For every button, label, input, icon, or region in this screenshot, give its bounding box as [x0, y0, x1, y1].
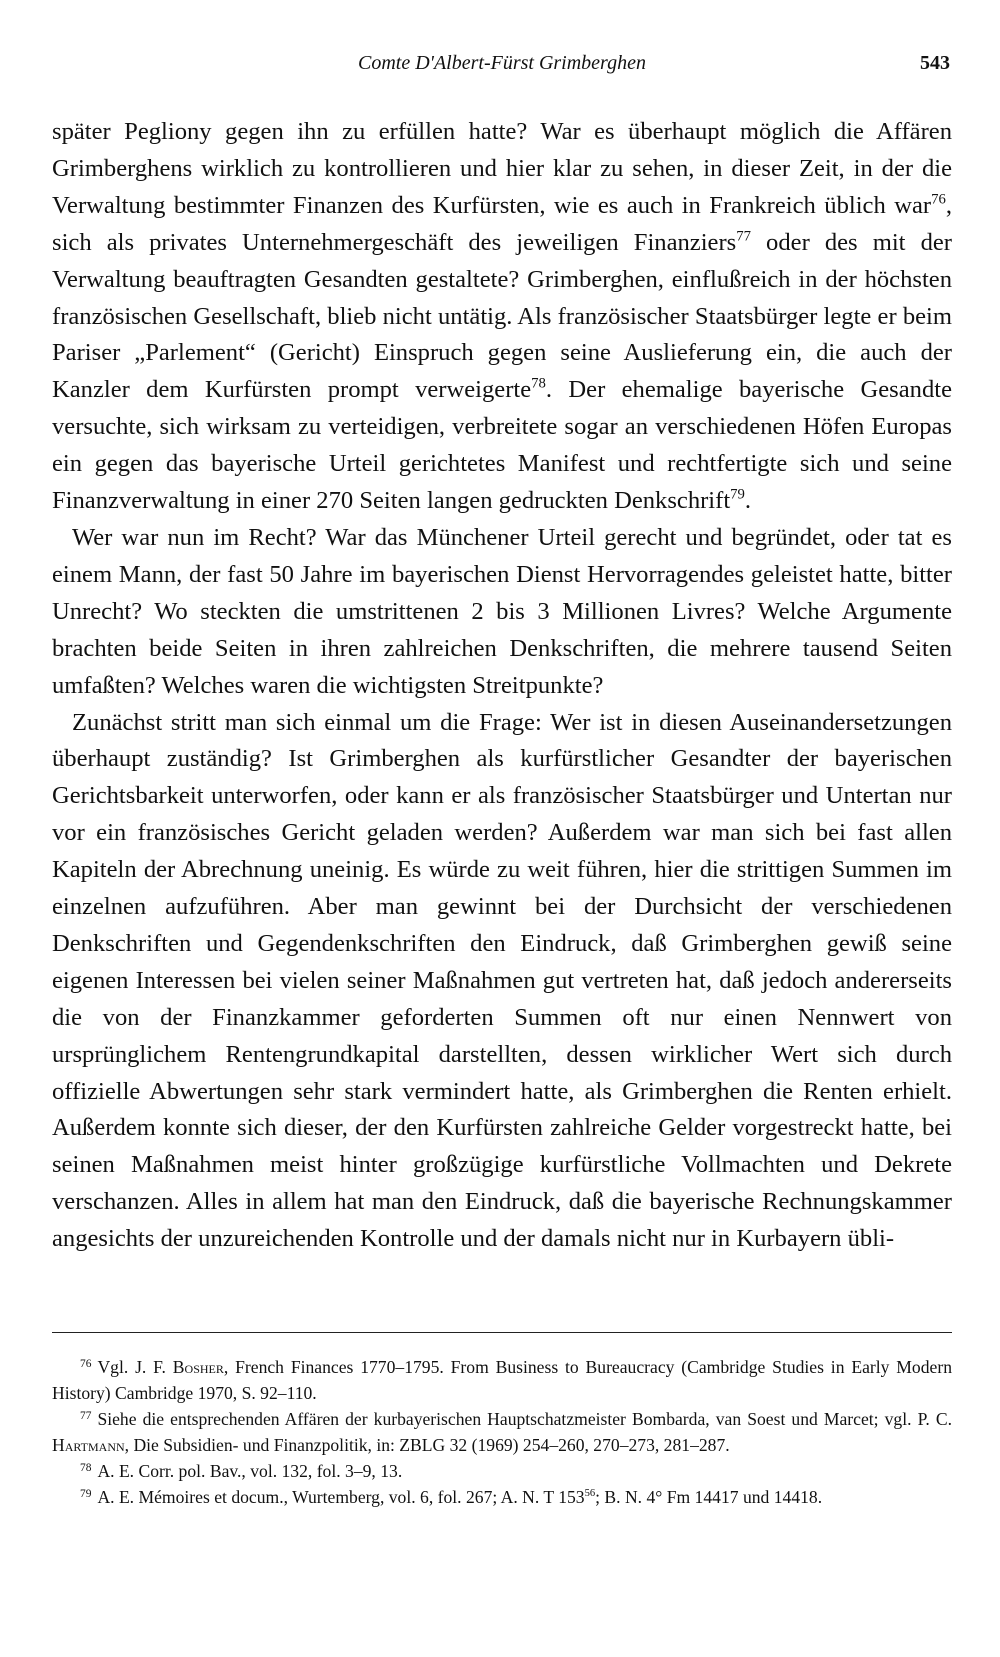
footnote-76	[52, 1354, 952, 1406]
footnote-76-text-a: Vgl. J. F.	[97, 1357, 173, 1377]
footnote-mark-77: 77	[80, 1409, 92, 1422]
footnote-rule	[52, 1332, 952, 1333]
footnote-ref-78: 78	[531, 375, 546, 392]
footnotes	[52, 1354, 952, 1510]
p1-text-a: später Pegliony gegen ihn zu erfüllen hatte? War es überhaupt möglich die Affären Grimberghens wirklich zu kontrollieren und hier klar zu sehen, in dieser Zeit, in der die Verwaltung bestimmter Finanzen des Kurfürsten, wie es auch in Frankreich üblich war	[52, 118, 952, 219]
footnote-77-text-a: Siehe die entsprechenden Affären der kurbayerischen Hauptschatzmeister Bombarda, van Soest und Marcet; vgl. P. C.	[97, 1409, 952, 1429]
footnote-mark-78: 78	[80, 1461, 92, 1474]
footnote-76-author: Bosher	[172, 1357, 224, 1377]
footnote-77-text-b: , Die Subsidien- und Finanzpolitik, in: ZBLG 32 (1969) 254–260, 270–273, 281–287.	[124, 1435, 730, 1455]
footnote-78	[52, 1458, 952, 1484]
body-text	[52, 114, 952, 1258]
page-number: 543	[920, 52, 950, 74]
footnote-77	[52, 1406, 952, 1458]
footnote-mark-79: 79	[80, 1487, 92, 1500]
footnote-79-text-a: A. E. Mémoires et docum., Wurtemberg, vol. 6, fol. 267; A. N. T 153	[97, 1487, 585, 1507]
p1-text-e: .	[744, 487, 752, 515]
paragraph-3: Zunächst stritt man sich einmal um die Frage: Wer ist in diesen Auseinandersetzungen überhaupt zuständig? Ist Grimberghen als kurfürstlicher Gesandter der bayerischen Gerichtsbarkeit unterworfen, oder kann er als französischer Staatsbürger und Untertan nur vor ein französisches Gericht geladen werden? Außerdem war man sich bei fast allen Kapiteln der Abrechnung uneinig. Es würde zu weit führen, hier die strittigen Summen im einzelnen aufzuführen. Aber man gewinnt bei der Durchsicht der verschiedenen Denkschriften und Gegendenkschriften den Eindruck, daß Grimberghen gewiß seine eigenen Interessen bei vielen seiner Maßnahmen gut vertreten hat, daß jedoch andererseits die von der Finanzkammer geforderten Summen oft nur einen Nennwert von ursprünglichem Rentengrundkapital darstellten, dessen wirklicher Wert sich durch offizielle Abwertungen sehr stark vermindert hatte, als Grimberghen die Renten erhielt. Außerdem konnte sich dieser, der den Kurfürsten zahlreiche Gelder vorgestreckt hatte, bei seinen Maßnahmen meist hinter großzügige kurfürstliche Vollmachten und Dekrete verschanzen. Alles in allem hat man den Eindruck, daß die bayerische Rechnungskammer angesichts der unzureichenden Kontrolle und der damals nicht nur in Kurbayern übli-	[52, 708, 952, 1253]
footnote-76-text-b: , French Finances 1770–1795. From Business to Bureaucracy (Cambridge Studies in Early Modern History) Cambridge 1970, S. 92–110.	[52, 1357, 952, 1403]
footnote-79-superscript: 56	[584, 1488, 596, 1500]
footnote-79-text-b: ; B. N. 4° Fm 14417 und 14418.	[595, 1487, 823, 1507]
p1-text-d: . Der ehemalige bayerische Gesandte versuchte, sich wirksam zu verteidigen, verbreitete sogar an verschiedenen Höfen Europas ein gegen das bayerische Urteil gerichtetes Manifest und rechtfertigte sich und seine Finanzverwaltung in einer 270 Seiten langen gedruckten Denkschrift	[52, 376, 952, 515]
footnote-78-text: A. E. Corr. pol. Bav., vol. 132, fol. 3–9, 13.	[97, 1461, 403, 1481]
paragraph-1	[52, 114, 952, 520]
footnote-77-author: Hartmann	[52, 1435, 125, 1455]
p1-text-c: oder des mit der Verwaltung beauftragten Gesandten gestaltete? Grimberghen, einflußreich in der höchsten französischen Gesellschaft, blieb nicht untätig. Als französischer Staatsbürger legte er beim Pariser „Parlement“ (Gericht) Einspruch gegen seine Auslieferung ein, die auch der Kanzler dem Kurfürsten prompt verweigerte	[52, 228, 953, 404]
footnote-mark-76: 76	[80, 1357, 92, 1370]
p1-text-b: , sich als privates Unternehmergeschäft des jeweiligen Finanziers	[52, 191, 952, 256]
paragraph-2: Wer war nun im Recht? War das Münchener Urteil gerecht und begründet, oder tat es einem Mann, der fast 50 Jahre im bayerischen Dienst Hervorragendes geleistet hatte, bitter Unrecht? Wo steckten die umstrittenen 2 bis 3 Millionen Livres? Welche Argumente brachten beide Seiten in ihren zahlreichen Denkschriften, die mehrere tausend Seiten umfaßten? Welches waren die wichtigsten Streitpunkte?	[52, 523, 952, 699]
footnote-79	[52, 1484, 952, 1510]
footnote-ref-76: 76	[931, 191, 946, 208]
running-title: Comte D'Albert-Fürst Grimberghen	[358, 52, 646, 74]
page-header	[52, 48, 952, 78]
footnote-ref-77: 77	[736, 228, 751, 245]
footnote-ref-79: 79	[730, 486, 745, 503]
